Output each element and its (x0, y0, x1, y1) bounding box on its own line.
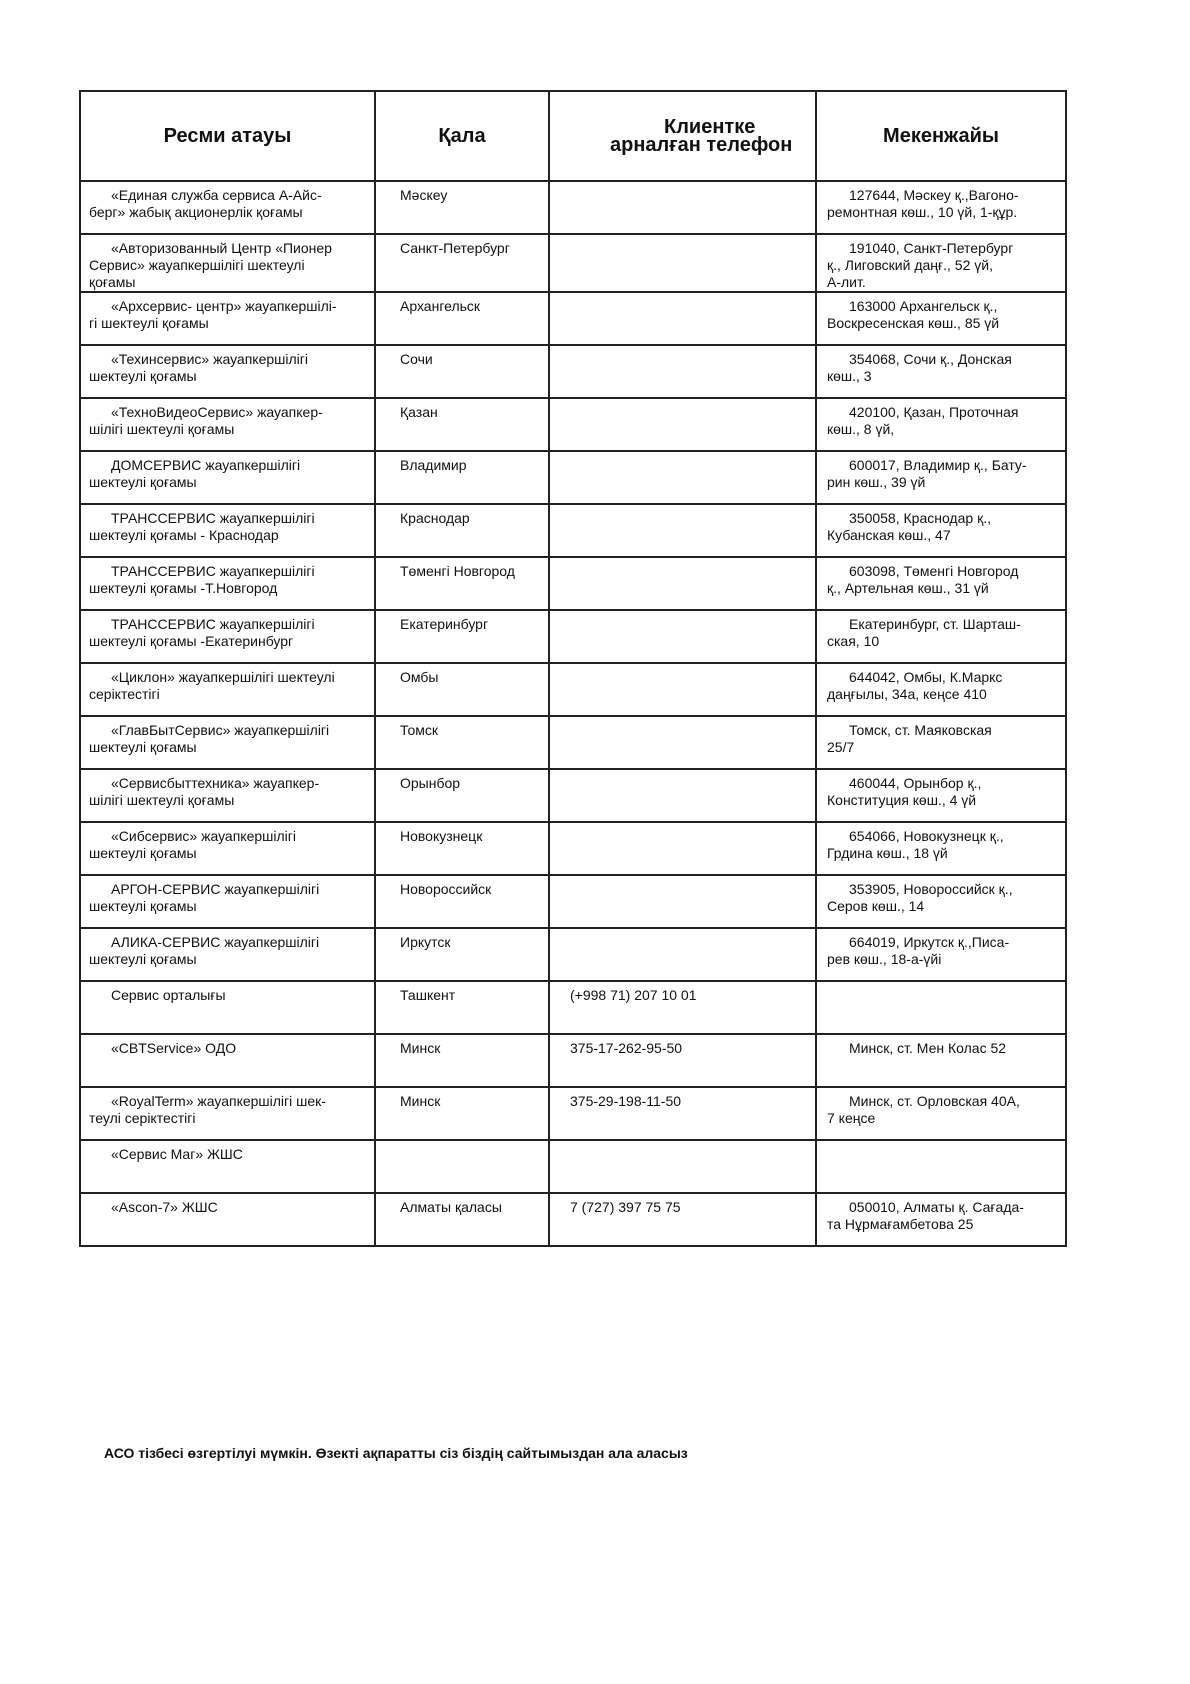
row-address-cell (816, 451, 1066, 504)
row-city-cell (375, 769, 549, 822)
row-name-text: ДОМСЕРВИС жауапкершілігі шектеулі қоғамы (89, 457, 301, 490)
row-address-cell (816, 822, 1066, 875)
row-phone-text (550, 717, 815, 722)
row-address-text: 354068, Сочи қ., Донская көш., 3 (827, 351, 1012, 384)
row-city-text: Томск (400, 722, 438, 738)
header-address: Мекенжайы (816, 91, 1066, 181)
table-row (80, 1140, 1066, 1193)
row-name-text: «Единая служба сервиса А-Айс- берг» жабық акционерлік қоғамы (89, 187, 322, 220)
row-phone-text (550, 558, 815, 563)
row-phone-text (550, 823, 815, 828)
row-address-text: Минск, ст. Мен Колас 52 (849, 1040, 1007, 1056)
row-city-text: Краснодар (400, 510, 470, 526)
row-phone-text (550, 505, 815, 510)
row-phone-text (550, 770, 815, 775)
row-address-cell (816, 1193, 1066, 1246)
row-phone-text: 375-17-262-95-50 (570, 1040, 683, 1056)
table-row (80, 181, 1066, 234)
row-address-cell (816, 875, 1066, 928)
row-phone-text (550, 1141, 815, 1146)
row-phone-cell (549, 1087, 816, 1140)
row-phone-cell (549, 928, 816, 981)
table-row (80, 822, 1066, 875)
row-address-cell (816, 1140, 1066, 1193)
row-name-cell (80, 504, 375, 557)
row-phone-cell (549, 610, 816, 663)
row-address-cell (816, 557, 1066, 610)
row-city-text: Иркутск (400, 934, 451, 950)
row-phone-cell (549, 398, 816, 451)
row-name-text: АЛИКА-СЕРВИС жауапкершілігі шектеулі қоғамы (89, 934, 320, 967)
row-address-text: 050010, Алматы қ. Сағада- та Нұрмағамбетова 25 (827, 1199, 1024, 1232)
row-address-cell (816, 610, 1066, 663)
row-name-text: АРГОН-СЕРВИС жауапкершілігі шектеулі қоғамы (89, 881, 320, 914)
row-address-cell (816, 981, 1066, 1034)
row-phone-text (550, 182, 815, 187)
table-row (80, 875, 1066, 928)
row-address-text: 350058, Краснодар қ., Кубанская көш., 47 (827, 510, 991, 543)
row-city-cell (375, 1193, 549, 1246)
row-phone-text: 375-29-198-11-50 (570, 1093, 682, 1109)
row-name-cell (80, 1193, 375, 1246)
row-address-text: 163000 Архангельск қ., Воскресенская көш., 85 үй (827, 298, 1000, 331)
row-phone-text: (+998 71) 207 10 01 (570, 987, 697, 1003)
row-address-text: 460044, Орынбор қ., Конституция көш., 4 үй (827, 775, 982, 808)
row-name-text: «Сибсервис» жауапкершілігі шектеулі қоғамы (89, 828, 296, 861)
row-city-text: Екатеринбург (400, 616, 489, 632)
row-phone-cell (549, 1193, 816, 1246)
row-city-cell (375, 610, 549, 663)
table-row (80, 981, 1066, 1034)
row-name-cell (80, 234, 375, 292)
row-address-cell (816, 398, 1066, 451)
row-address-text: 420100, Қазан, Проточная көш., 8 үй, (827, 404, 1019, 437)
row-city-cell (375, 504, 549, 557)
row-city-cell (375, 875, 549, 928)
table-row (80, 663, 1066, 716)
row-address-cell (816, 181, 1066, 234)
row-address-text: 644042, Омбы, К.Маркс даңғылы, 34а, кеңсе 410 (827, 669, 1003, 702)
row-address-text: 654066, Новокузнецк қ., Грдина көш., 18 үй (827, 828, 1004, 861)
row-city-text: Архангельск (400, 298, 481, 314)
row-phone-cell (549, 981, 816, 1034)
table-row (80, 398, 1066, 451)
row-address-text: Томск, ст. Маяковская 25/7 (827, 722, 992, 755)
row-address-text: 127644, Мәскеу қ.,Вагоно- ремонтная көш., 10 үй, 1-құр. (827, 187, 1019, 220)
row-name-cell (80, 1140, 375, 1193)
row-name-cell (80, 345, 375, 398)
row-address-cell (816, 663, 1066, 716)
row-city-cell (375, 234, 549, 292)
row-name-text: Сервис орталығы (111, 987, 226, 1003)
row-phone-text (550, 399, 815, 404)
row-address-text: Минск, ст. Орловская 40А, 7 кеңсе (827, 1093, 1020, 1126)
row-phone-cell (549, 557, 816, 610)
row-name-text: «ГлавБытСервис» жауапкершілігі шектеулі қоғамы (89, 722, 330, 755)
row-name-cell (80, 181, 375, 234)
row-city-cell (375, 557, 549, 610)
row-name-cell (80, 875, 375, 928)
table-row (80, 451, 1066, 504)
row-name-text: «CBTService» ОДО (111, 1040, 237, 1056)
row-city-text: Новокузнецк (400, 828, 483, 844)
row-city-cell (375, 663, 549, 716)
table-row (80, 292, 1066, 345)
row-city-cell (375, 292, 549, 345)
table-row (80, 769, 1066, 822)
row-address-text: 600017, Владимир қ., Бату- рин көш., 39 үй (827, 457, 1027, 490)
row-phone-text (550, 346, 815, 351)
row-city-text: Омбы (400, 669, 439, 685)
row-city-cell (375, 451, 549, 504)
row-phone-cell (549, 875, 816, 928)
row-name-text: ТРАНССЕРВИС жауапкершілігі шектеулі қоғамы - Краснодар (89, 510, 315, 543)
row-address-text: 603098, Төменгі Новгород қ., Артельная көш., 31 үй (827, 563, 1019, 596)
row-phone-text: 7 (727) 397 75 75 (570, 1199, 681, 1215)
row-phone-text (550, 929, 815, 934)
row-address-cell (816, 234, 1066, 292)
row-city-cell (375, 716, 549, 769)
row-city-cell (375, 398, 549, 451)
row-name-cell (80, 451, 375, 504)
row-city-text: Минск (400, 1040, 441, 1056)
row-name-text: «Сервисбыттехника» жауапкер- шілігі шектеулі қоғамы (89, 775, 320, 808)
row-city-text: Новороссийск (400, 881, 492, 897)
row-city-cell (375, 1087, 549, 1140)
row-name-text: «RoyalTerm» жауапкершілігі шек- теулі серіктестігі (89, 1093, 326, 1126)
row-address-text: 191040, Санкт-Петербург қ., Лиговский даңғ., 52 үй, А-лит. (827, 240, 1014, 290)
row-city-text: Төменгі Новгород (400, 563, 515, 579)
row-city-cell (375, 1140, 549, 1193)
row-phone-cell (549, 451, 816, 504)
header-phone-line2: арналған телефон (610, 134, 793, 156)
row-address-text: 353905, Новороссийск қ., Серов көш., 14 (827, 881, 1013, 914)
table-row (80, 928, 1066, 981)
row-city-cell (375, 928, 549, 981)
row-city-cell (375, 345, 549, 398)
row-name-text: «Архсервис- центр» жауапкершілі- гі шектеулі қоғамы (89, 298, 337, 331)
row-name-text: «Ascon-7» ЖШС (111, 1199, 218, 1215)
row-city-text: Орынбор (400, 775, 461, 791)
row-phone-cell (549, 234, 816, 292)
row-phone-text (550, 452, 815, 457)
table-row (80, 610, 1066, 663)
row-city-text: Ташкент (400, 987, 456, 1003)
row-address-text (817, 982, 1065, 987)
row-phone-cell (549, 345, 816, 398)
row-name-cell (80, 981, 375, 1034)
table-row (80, 1193, 1066, 1246)
row-phone-text (550, 876, 815, 881)
row-address-cell (816, 504, 1066, 557)
row-name-text: «Сервис Маг» ЖШС (111, 1146, 243, 1162)
row-phone-text (550, 611, 815, 616)
row-address-cell (816, 292, 1066, 345)
row-name-text: ТРАНССЕРВИС жауапкершілігі шектеулі қоғамы -Т.Новгород (89, 563, 315, 596)
header-phone-line1: Клиентке (664, 116, 756, 138)
header-phone (549, 91, 816, 181)
row-city-cell (375, 1034, 549, 1087)
table-header-row (80, 91, 1066, 181)
row-name-cell (80, 769, 375, 822)
row-name-text: «Циклон» жауапкершілігі шектеулі серіктестігі (89, 669, 335, 702)
row-name-cell (80, 292, 375, 345)
table-row (80, 234, 1066, 292)
row-address-cell (816, 769, 1066, 822)
row-name-text: ТРАНССЕРВИС жауапкершілігі шектеулі қоғамы -Екатеринбург (89, 616, 315, 649)
row-name-cell (80, 1087, 375, 1140)
table-row (80, 1034, 1066, 1087)
row-name-cell (80, 398, 375, 451)
row-address-cell (816, 1034, 1066, 1087)
row-city-text: Владимир (400, 457, 467, 473)
row-address-cell (816, 1087, 1066, 1140)
row-city-cell (375, 981, 549, 1034)
row-city-text: Минск (400, 1093, 441, 1109)
row-phone-cell (549, 1140, 816, 1193)
row-phone-cell (549, 822, 816, 875)
row-address-cell (816, 345, 1066, 398)
row-city-text: Мәскеу (400, 187, 448, 203)
table-row (80, 345, 1066, 398)
footer-note: АСО тізбесі өзгертілуі мүмкін. Өзекті ақпаратты сіз біздің сайтымыздан ала аласыз (104, 1445, 688, 1461)
row-city-text (376, 1141, 548, 1146)
row-name-cell (80, 557, 375, 610)
row-city-text: Санкт-Петербург (400, 240, 510, 256)
row-name-cell (80, 822, 375, 875)
row-address-cell (816, 716, 1066, 769)
row-city-text: Сочи (400, 351, 433, 367)
header-city: Қала (375, 91, 549, 181)
row-name-text: «ТехноВидеоСервис» жауапкер- шілігі шектеулі қоғамы (89, 404, 323, 437)
row-name-cell (80, 663, 375, 716)
row-address-text (817, 1141, 1065, 1146)
row-name-cell (80, 1034, 375, 1087)
row-phone-cell (549, 181, 816, 234)
row-phone-text (550, 235, 815, 240)
row-name-cell (80, 716, 375, 769)
row-phone-cell (549, 716, 816, 769)
row-address-cell (816, 928, 1066, 981)
row-city-text: Алматы қаласы (400, 1199, 502, 1215)
row-name-text: «Авторизованный Центр «Пионер Сервис» жауапкершілігі шектеулі қоғамы (89, 240, 332, 290)
row-phone-text (550, 293, 815, 298)
table-row (80, 1087, 1066, 1140)
header-name: Ресми атауы (80, 91, 375, 181)
row-phone-cell (549, 663, 816, 716)
row-name-cell (80, 928, 375, 981)
row-address-text: 664019, Иркутск қ.,Писа- рев көш., 18-а-үйі (827, 934, 1010, 967)
row-phone-cell (549, 292, 816, 345)
row-phone-cell (549, 1034, 816, 1087)
row-phone-text (550, 664, 815, 669)
row-city-cell (375, 822, 549, 875)
table-row (80, 557, 1066, 610)
row-address-text: Екатеринбург, ст. Шарташ- ская, 10 (827, 616, 1021, 649)
row-name-text: «Техинсервис» жауапкершілігі шектеулі қоғамы (89, 351, 308, 384)
row-city-text: Қазан (400, 404, 438, 420)
row-phone-cell (549, 504, 816, 557)
row-phone-cell (549, 769, 816, 822)
table-row (80, 504, 1066, 557)
service-centers-table (79, 90, 1067, 1247)
table-row (80, 716, 1066, 769)
row-city-cell (375, 181, 549, 234)
row-name-cell (80, 610, 375, 663)
